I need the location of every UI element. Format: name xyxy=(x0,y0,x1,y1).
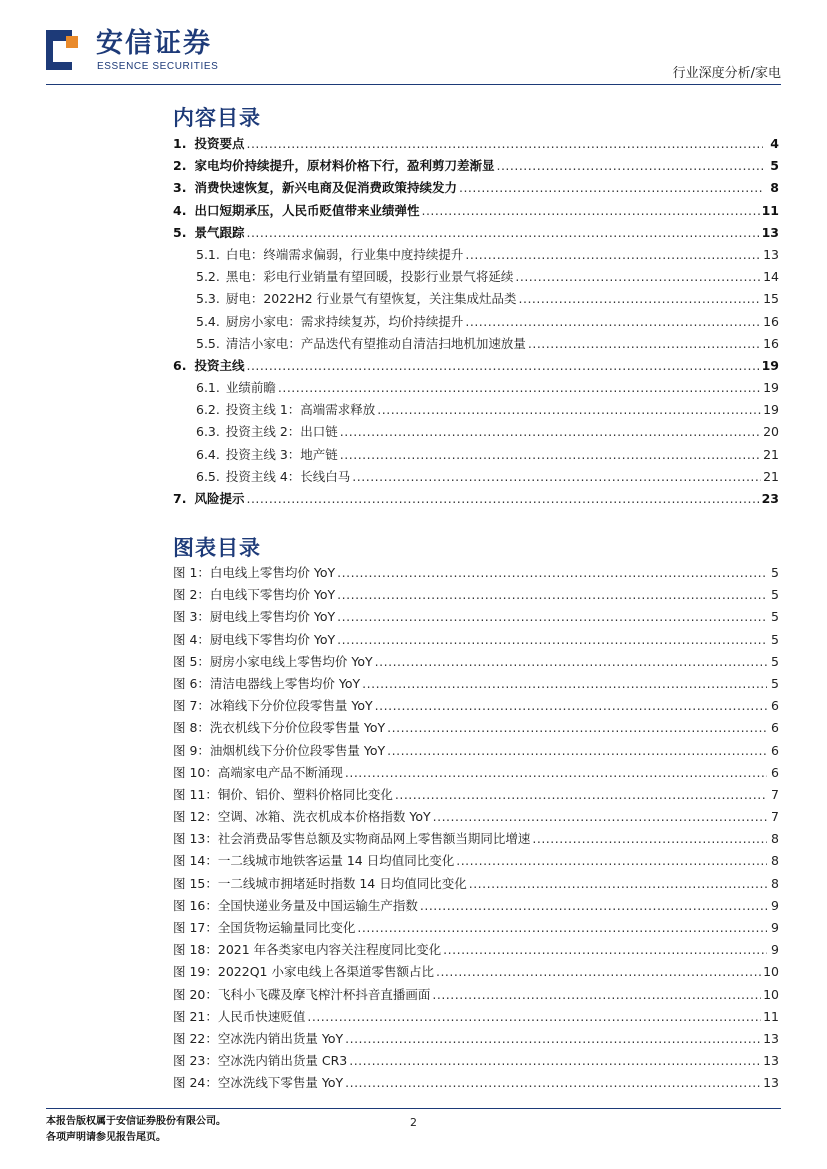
toc-entry-page: 19 xyxy=(761,357,779,373)
figure-entry[interactable] xyxy=(173,740,779,762)
figure-entry[interactable] xyxy=(173,850,779,872)
toc-entry-text: 消费快速恢复，新兴电商及促消费政策持续发力 xyxy=(194,180,457,196)
dot-leader xyxy=(340,421,761,443)
toc-entry-text: 家电均价持续提升，原材料价格下行，盈利剪刀差渐显 xyxy=(194,158,495,174)
figure-entry-page: 10 xyxy=(763,964,779,980)
toc-entry-page: 20 xyxy=(763,424,779,440)
toc-entry[interactable] xyxy=(173,488,779,510)
dot-leader xyxy=(246,488,759,510)
toc-entry-number: 6. xyxy=(173,357,187,373)
toc-entry[interactable] xyxy=(173,155,779,177)
toc-entry-number: 5.1. xyxy=(196,246,220,262)
dot-leader xyxy=(432,984,761,1006)
dot-leader xyxy=(337,606,767,628)
page-header xyxy=(0,0,827,88)
toc-entry-text: 厨电：2022H2 行业景气有望恢复，关注集成灶品类 xyxy=(225,291,517,307)
toc-entry[interactable] xyxy=(173,200,779,222)
figure-entry-label: 图 7：冰箱线下分价位段零售量 YoY xyxy=(173,698,373,714)
figure-entry-label: 图 3：厨电线上零售均价 YoY xyxy=(173,609,336,625)
dot-leader xyxy=(337,629,767,651)
toc-entry-page: 5 xyxy=(770,158,779,174)
figure-entry-label: 图 24：空冰洗线下零售量 YoY xyxy=(173,1075,344,1091)
toc-entry-text: 景气跟踪 xyxy=(194,224,245,240)
dot-leader xyxy=(307,1006,761,1028)
dot-leader xyxy=(349,1050,761,1072)
toc-entry[interactable] xyxy=(173,399,779,421)
figure-entry-label: 图 20：飞科小飞碟及摩飞榨汁杯抖音直播画面 xyxy=(173,986,431,1002)
figure-entry[interactable] xyxy=(173,584,779,606)
toc-entry-text: 投资要点 xyxy=(194,136,245,151)
figure-entry-label: 图 4：厨电线下零售均价 YoY xyxy=(173,631,336,647)
figure-entry-page: 6 xyxy=(771,720,779,736)
figure-entry-page: 5 xyxy=(771,653,779,669)
figure-entry-label: 图 5：厨房小家电线上零售均价 YoY xyxy=(173,653,373,669)
brand-name-cn: 安信证券 xyxy=(96,28,212,59)
toc-entry-text: 投资主线 4：长线白马 xyxy=(225,468,351,484)
dot-leader xyxy=(465,311,761,333)
dot-leader xyxy=(443,939,767,961)
figure-entry-page: 13 xyxy=(763,1053,779,1069)
figure-entry[interactable] xyxy=(173,606,779,628)
toc-entry[interactable] xyxy=(173,355,779,377)
toc-entry-page: 16 xyxy=(763,313,779,329)
toc-entry[interactable] xyxy=(173,333,779,355)
toc-entry-page: 8 xyxy=(770,180,779,196)
dot-leader xyxy=(436,961,761,983)
dot-leader xyxy=(532,828,767,850)
toc-entry-number: 6.5. xyxy=(196,468,220,484)
dot-leader xyxy=(345,1072,761,1094)
figure-entry[interactable] xyxy=(173,917,779,939)
figure-entry[interactable] xyxy=(173,1072,779,1094)
figure-entry-label: 图 12：空调、冰箱、洗衣机成本价格指数 YoY xyxy=(173,809,431,825)
toc-entry-page: 16 xyxy=(763,335,779,351)
toc-entry-page: 21 xyxy=(763,446,779,462)
figure-entry-page: 9 xyxy=(771,942,779,958)
figure-entry[interactable] xyxy=(173,562,779,584)
dot-leader xyxy=(246,355,759,377)
figure-entry-label: 图 23：空冰洗内销出货量 CR3 xyxy=(173,1053,348,1069)
figure-entry-label: 图 21：人民币快速贬值 xyxy=(173,1008,306,1024)
figure-entry[interactable] xyxy=(173,762,779,784)
dot-leader xyxy=(387,717,767,739)
toc-entry-text: 厨房小家电：需求持续复苏，均价持续提升 xyxy=(225,313,464,329)
toc-entry[interactable] xyxy=(173,133,779,155)
figure-entry[interactable] xyxy=(173,784,779,806)
toc-entry-number: 2. xyxy=(173,158,187,174)
figure-entry-label: 图 13：社会消费品零售总额及实物商品网上零售额当期同比增速 xyxy=(173,831,531,847)
toc-entry[interactable] xyxy=(173,244,779,266)
toc-entry-text: 白电：终端需求偏弱，行业集中度持续提升 xyxy=(225,246,464,262)
toc-entry-number: 5.3. xyxy=(196,291,220,307)
figure-entry-page: 8 xyxy=(771,831,779,847)
figure-entry[interactable] xyxy=(173,1050,779,1072)
toc-title: 内容目录 xyxy=(173,106,261,130)
figure-entry[interactable] xyxy=(173,895,779,917)
figure-entry-page: 5 xyxy=(771,675,779,691)
toc-entry-text: 出口短期承压，人民币贬值带来业绩弹性 xyxy=(194,202,420,218)
toc-entry[interactable] xyxy=(173,377,779,399)
figure-entry-label: 图 17：全国货物运输量同比变化 xyxy=(173,920,356,935)
figure-entry-page: 5 xyxy=(771,587,779,603)
toc-entry-page: 13 xyxy=(761,224,779,240)
toc-entry-text: 投资主线 2：出口链 xyxy=(225,424,338,440)
figure-entry[interactable] xyxy=(173,873,779,895)
toc-entry-page: 4 xyxy=(770,136,779,151)
dot-leader xyxy=(337,584,767,606)
figures-title: 图表目录 xyxy=(173,536,261,560)
dot-leader xyxy=(337,562,767,584)
toc-entry[interactable] xyxy=(173,266,779,288)
figure-entry[interactable] xyxy=(173,673,779,695)
figure-list xyxy=(173,562,779,1095)
table-of-contents xyxy=(173,133,779,510)
figure-entry-page: 13 xyxy=(763,1075,779,1091)
report-type: 行业深度分析/家电 xyxy=(672,66,781,81)
dot-leader xyxy=(375,695,767,717)
figure-entry-label: 图 11：铜价、铝价、塑料价格同比变化 xyxy=(173,786,393,802)
figure-entry[interactable] xyxy=(173,717,779,739)
figure-entry-label: 图 9：油烟机线下分价位段零售量 YoY xyxy=(173,742,386,758)
dot-leader xyxy=(459,177,763,199)
figure-entry-label: 图 15：一二线城市拥堵延时指数 14 日均值同比变化 xyxy=(173,875,467,891)
toc-entry-number: 5.2. xyxy=(196,269,220,285)
toc-entry-number: 6.1. xyxy=(196,380,220,396)
toc-entry-number: 5. xyxy=(173,224,187,240)
toc-entry-text: 投资主线 1：高端需求释放 xyxy=(225,402,376,418)
header-divider xyxy=(46,84,781,85)
figure-entry-label: 图 2：白电线下零售均价 YoY xyxy=(173,587,336,603)
dot-leader xyxy=(246,222,759,244)
figure-entry-label: 图 19：2022Q1 小家电线上各渠道零售额占比 xyxy=(173,964,434,980)
dot-leader xyxy=(352,466,761,488)
toc-entry-page: 14 xyxy=(763,269,779,285)
footer-divider xyxy=(46,1108,781,1109)
dot-leader xyxy=(528,333,761,355)
figure-entry[interactable] xyxy=(173,961,779,983)
figure-entry-page: 5 xyxy=(771,631,779,647)
dot-leader xyxy=(375,651,767,673)
toc-entry-number: 1. xyxy=(173,136,187,151)
figure-entry-label: 图 6：清洁电器线上零售均价 YoY xyxy=(173,675,361,691)
dot-leader xyxy=(246,133,763,155)
figure-entry[interactable] xyxy=(173,939,779,961)
figure-entry-page: 6 xyxy=(771,742,779,758)
essence-logo-icon xyxy=(46,30,78,70)
toc-entry-number: 5.4. xyxy=(196,313,220,329)
toc-entry-page: 11 xyxy=(761,202,779,218)
dot-leader xyxy=(456,850,767,872)
dot-leader xyxy=(519,288,762,310)
figure-entry-label: 图 10：高端家电产品不断涌现 xyxy=(173,764,343,780)
toc-entry-text: 黑电：彩电行业销量有望回暖，投影行业景气将延续 xyxy=(225,269,514,285)
toc-entry-number: 4. xyxy=(173,202,187,218)
toc-entry-number: 3. xyxy=(173,180,187,196)
dot-leader xyxy=(340,444,761,466)
figure-entry-page: 10 xyxy=(763,986,779,1002)
dot-leader xyxy=(357,917,767,939)
toc-entry[interactable] xyxy=(173,421,779,443)
figure-entry-page: 9 xyxy=(771,920,779,935)
figure-entry[interactable] xyxy=(173,984,779,1006)
toc-entry-page: 19 xyxy=(763,402,779,418)
figure-entry[interactable] xyxy=(173,806,779,828)
disclaimer-text: 各项声明请参见报告尾页。 xyxy=(46,1132,166,1143)
toc-entry[interactable] xyxy=(173,311,779,333)
dot-leader xyxy=(433,806,767,828)
figure-entry-label: 图 14：一二线城市地铁客运量 14 日均值同比变化 xyxy=(173,853,455,869)
toc-entry-text: 清洁小家电：产品迭代有望推动自清洁扫地机加速放量 xyxy=(225,335,526,351)
dot-leader xyxy=(345,1028,761,1050)
dot-leader xyxy=(278,377,761,399)
figure-entry-page: 8 xyxy=(771,875,779,891)
toc-entry-number: 6.3. xyxy=(196,424,220,440)
dot-leader xyxy=(469,873,767,895)
dot-leader xyxy=(515,266,761,288)
figure-entry-page: 6 xyxy=(771,764,779,780)
figure-entry-page: 5 xyxy=(771,565,779,580)
dot-leader xyxy=(496,155,763,177)
figure-entry[interactable] xyxy=(173,695,779,717)
toc-entry-text: 投资主线 3：地产链 xyxy=(225,446,338,462)
toc-entry[interactable] xyxy=(173,444,779,466)
toc-entry[interactable] xyxy=(173,177,779,199)
brand-name-en: ESSENCE SECURITIES xyxy=(97,61,219,72)
figure-entry-page: 5 xyxy=(771,609,779,625)
figure-entry-label: 图 1：白电线上零售均价 YoY xyxy=(173,565,336,580)
toc-entry-page: 15 xyxy=(763,291,779,307)
figure-entry[interactable] xyxy=(173,828,779,850)
dot-leader xyxy=(465,244,761,266)
toc-entry[interactable] xyxy=(173,466,779,488)
dot-leader xyxy=(420,895,767,917)
dot-leader xyxy=(345,762,767,784)
toc-entry-text: 投资主线 xyxy=(194,357,245,373)
toc-entry-number: 5.5. xyxy=(196,335,220,351)
figure-entry[interactable] xyxy=(173,1006,779,1028)
figure-entry-page: 11 xyxy=(763,1008,779,1024)
figure-entry-page: 9 xyxy=(771,897,779,913)
toc-entry-page: 19 xyxy=(763,380,779,396)
toc-entry-number: 6.4. xyxy=(196,446,220,462)
dot-leader xyxy=(387,740,767,762)
toc-entry-page: 23 xyxy=(761,491,779,506)
figure-entry-page: 13 xyxy=(763,1030,779,1046)
figure-entry-label: 图 16：全国快递业务量及中国运输生产指数 xyxy=(173,897,418,913)
toc-entry[interactable] xyxy=(173,288,779,310)
toc-entry-page: 21 xyxy=(763,468,779,484)
page-number: 2 xyxy=(410,1116,417,1129)
toc-entry-page: 13 xyxy=(763,246,779,262)
figure-entry[interactable] xyxy=(173,651,779,673)
toc-entry-text: 业绩前瞻 xyxy=(225,380,276,396)
figure-entry-label: 图 18：2021 年各类家电内容关注程度同比变化 xyxy=(173,942,442,958)
figure-entry[interactable] xyxy=(173,629,779,651)
figure-entry[interactable] xyxy=(173,1028,779,1050)
figure-entry-page: 6 xyxy=(771,698,779,714)
toc-entry-number: 7. xyxy=(173,491,187,506)
figure-entry-page: 7 xyxy=(771,809,779,825)
dot-leader xyxy=(395,784,767,806)
toc-entry-number: 6.2. xyxy=(196,402,220,418)
figure-entry-label: 图 22：空冰洗内销出货量 YoY xyxy=(173,1030,344,1046)
dot-leader xyxy=(362,673,767,695)
toc-entry-text: 风险提示 xyxy=(194,491,245,506)
dot-leader xyxy=(377,399,761,421)
toc-entry[interactable] xyxy=(173,222,779,244)
figure-entry-page: 8 xyxy=(771,853,779,869)
figure-entry-label: 图 8：洗衣机线下分价位段零售量 YoY xyxy=(173,720,386,736)
dot-leader xyxy=(421,200,759,222)
copyright-text: 本报告版权属于安信证券股份有限公司。 xyxy=(46,1116,226,1127)
figure-entry-page: 7 xyxy=(771,786,779,802)
